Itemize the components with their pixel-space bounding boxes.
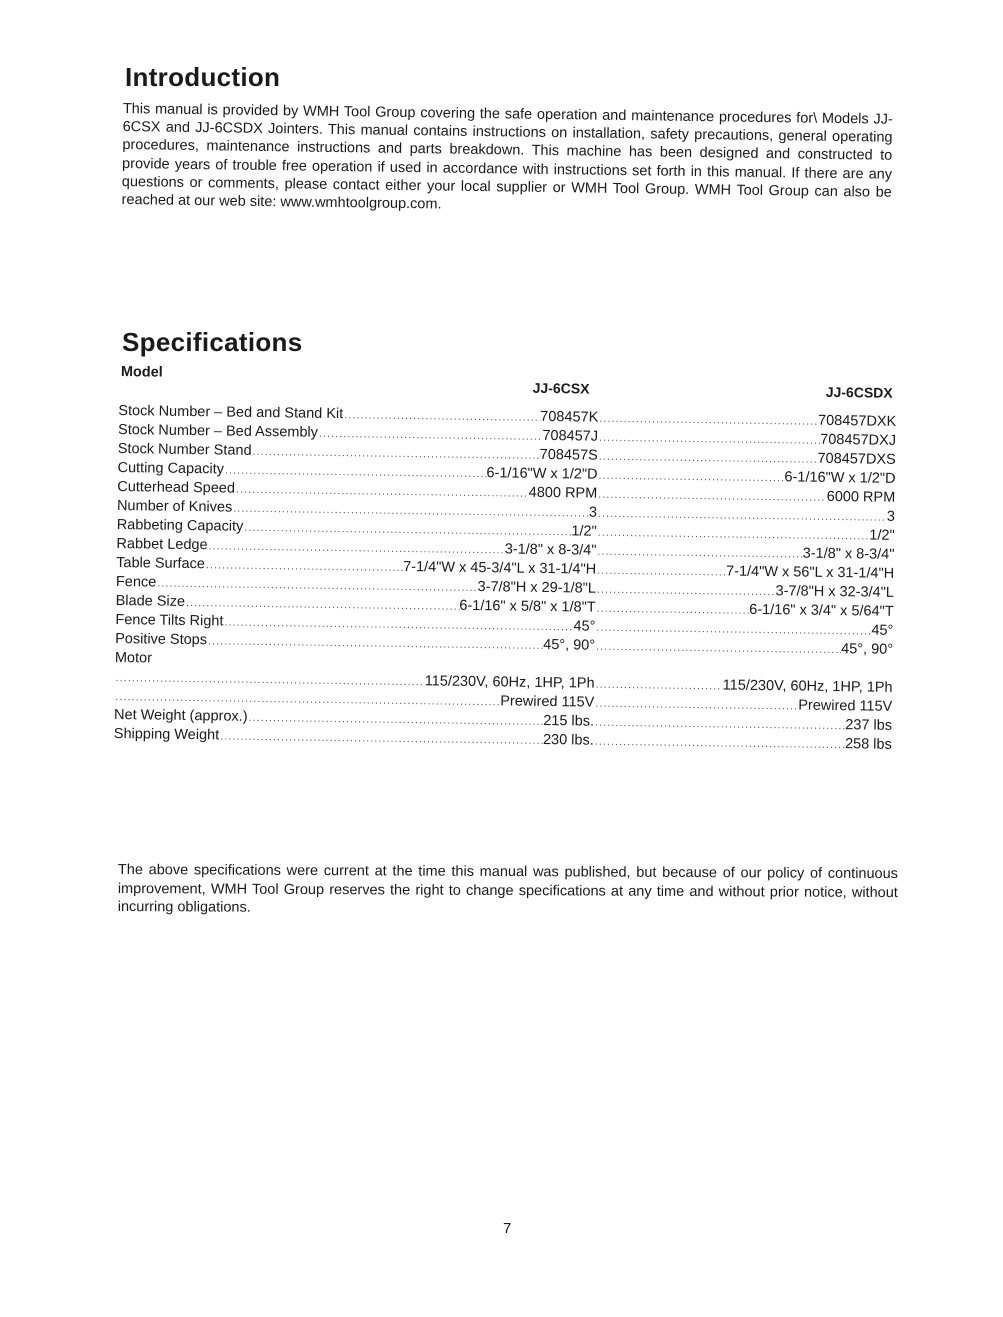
- column-header-jj-6csx: JJ-6CSX: [532, 379, 590, 397]
- spec-label: Rabbet Ledge: [116, 535, 208, 554]
- spec-value-jj-6csdx: 45°, 90°: [841, 641, 894, 658]
- spec-value-jj-6csx: 4800 RPM: [528, 484, 598, 502]
- spec-value-jj-6csx: Prewired 115V: [500, 693, 595, 711]
- spec-label: Number of Knives: [116, 497, 233, 516]
- introduction-heading: Introduction: [125, 62, 281, 92]
- spec-value-jj-6csdx: Prewired 115V: [798, 697, 893, 715]
- spec-label: Net Weight (approx.): [113, 706, 248, 725]
- spec-value-jj-6csx: 7-1/4"W x 45-3/4"L x 31-1/4"H: [403, 558, 597, 578]
- spec-value-jj-6csx: 6-1/16"W x 1/2"D: [486, 465, 598, 483]
- spec-value-jj-6csx: 1/2": [571, 523, 597, 540]
- spec-value-jj-6csx: 45°, 90°: [543, 636, 596, 654]
- dot-leader: [594, 733, 845, 756]
- spec-label: Stock Number – Bed and Stand Kit: [118, 402, 344, 423]
- spec-value-jj-6csdx: 708457DXK: [817, 412, 897, 430]
- spec-value-jj-6csdx: 7-1/4"W x 56"L x 31-1/4"H: [726, 563, 895, 582]
- spec-value-jj-6csx: 3-7/8"H x 29-1/8"L: [477, 579, 597, 597]
- dot-leader: [219, 727, 543, 751]
- spec-cell-jj-6csdx: [595, 669, 893, 673]
- spec-label: Blade Size: [115, 592, 186, 610]
- spec-value-jj-6csdx: 6-1/16"W x 1/2"D: [784, 469, 896, 487]
- page-number: 7: [503, 1220, 512, 1237]
- spec-label: Fence Tilts Right: [115, 611, 224, 630]
- spec-value-jj-6csdx: 1/2": [869, 527, 895, 544]
- dot-leader: [595, 638, 841, 660]
- spec-label: Rabbeting Capacity: [116, 516, 244, 535]
- spec-value-jj-6csx: 708457K: [540, 408, 599, 426]
- spec-value-jj-6csdx: 115/230V, 60Hz, 1HP, 1Ph: [722, 677, 893, 696]
- spec-label: Fence: [115, 573, 157, 591]
- spec-value-jj-6csx: 45°: [573, 618, 596, 635]
- spec-label: Shipping Weight: [113, 725, 220, 744]
- spec-value-jj-6csx: 230 lbs.: [542, 731, 594, 749]
- spec-value-jj-6csdx: 6000 RPM: [826, 488, 896, 506]
- spec-value-jj-6csx: 3-1/8" x 8-3/4": [504, 541, 597, 559]
- spec-label: Stock Number Stand: [117, 440, 252, 459]
- spec-cell-jj-6csdx: [595, 637, 893, 661]
- spec-label: Table Surface: [116, 554, 205, 573]
- spec-value-jj-6csdx: 45°: [871, 622, 894, 639]
- specifications-heading: Specifications: [122, 327, 303, 357]
- spec-label: Cutterhead Speed: [117, 478, 236, 497]
- spec-value-jj-6csdx: 6-1/16" x 3/4" x 5/64"T: [749, 601, 894, 620]
- spec-value-jj-6csx: 215 lbs.: [543, 712, 595, 730]
- specification-rows: [114, 402, 897, 755]
- spec-value-jj-6csx: 6-1/16" x 5/8" x 1/8"T: [459, 597, 596, 616]
- introduction-body: This manual is provided by WMH Tool Group covering the safe operation and maintenance procedures for\ Models JJ-6CSX and JJ-6CSDX Jointers. This manual contains instructions on installation, safety precautions, general operating procedures, maintenance instructions and parts breakdown. This machine has been designed and constructed to provide years of trouble free operation if used in accordance with instructions set forth in this manual. If there are any questions or comments, please contact either your local supplier or WMH Tool Group. WMH Tool Group can also be reached at our web site: www.wmhtoolgroup.com.: [121, 100, 893, 213]
- spec-value-jj-6csdx: 237 lbs: [845, 717, 893, 734]
- spec-value-jj-6csdx: 3-7/8"H x 32-3/4"L: [775, 583, 894, 601]
- spec-value-jj-6csdx: 708457DXS: [817, 450, 896, 468]
- model-label: Model: [120, 364, 163, 381]
- column-header-jj-6csdx: JJ-6CSDX: [825, 383, 893, 401]
- spec-value-jj-6csdx: 708457DXJ: [820, 431, 897, 449]
- spec-value-jj-6csx: 115/230V, 60Hz, 1HP, 1Ph: [424, 673, 595, 692]
- spec-value-jj-6csdx: 3-1/8" x 8-3/4": [802, 545, 895, 563]
- specifications-table: [114, 364, 897, 755]
- spec-cell-jj-6csdx: [594, 732, 892, 756]
- spec-label: Positive Stops: [115, 630, 208, 649]
- spec-value-jj-6csdx: 258 lbs: [844, 736, 892, 753]
- spec-value-jj-6csx: 708457J: [542, 427, 599, 445]
- spec-label: Motor: [114, 649, 153, 667]
- spec-value-jj-6csx: 3: [588, 504, 598, 521]
- spec-label: Cutting Capacity: [117, 459, 225, 478]
- spec-label: Stock Number – Bed Assembly: [117, 421, 319, 441]
- spec-value-jj-6csx: 708457S: [539, 446, 598, 464]
- specifications-notice: The above specifications were current at the time this manual was published, but because of our policy of continuous improvement, WMH Tool Group reserves the right to change specifications at any time and without prior notice, without incurring obligations.: [117, 862, 898, 916]
- spec-value-jj-6csdx: 3: [886, 508, 896, 525]
